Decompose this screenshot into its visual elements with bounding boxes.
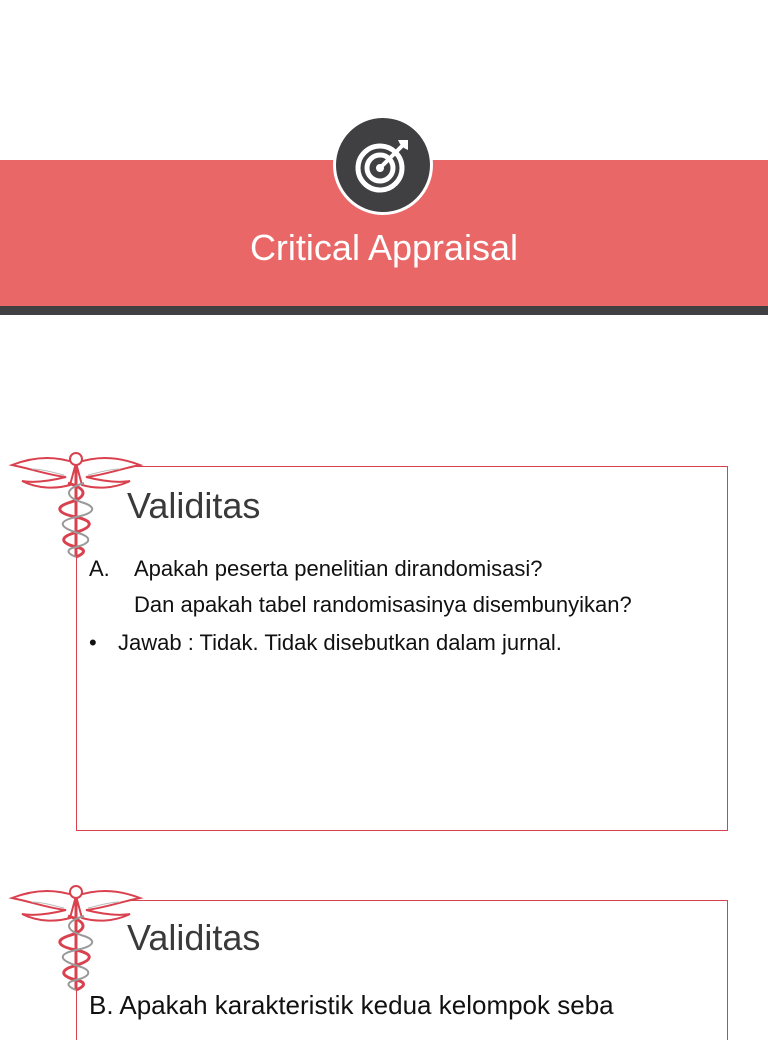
- banner-stripe: [0, 306, 768, 315]
- slide-title: Validitas: [127, 917, 261, 958]
- question-line: Apakah peserta penelitian dirandomisasi?: [134, 556, 543, 581]
- question-line: Dan apakah tabel randomisasinya disembunyikan?: [134, 592, 632, 617]
- caduceus-icon: [8, 880, 144, 994]
- page-title: Critical Appraisal: [249, 227, 519, 268]
- question-text: B. Apakah karakteristik kedua kelompok seba: [89, 990, 614, 1020]
- bullet-marker: •: [89, 630, 97, 655]
- caduceus-icon: [8, 447, 144, 561]
- target-arrow-icon: [333, 115, 433, 215]
- answer-text: Jawab : Tidak. Tidak disebutkan dalam jurnal.: [118, 630, 562, 655]
- slide-title: Validitas: [127, 485, 261, 526]
- question-marker: A.: [89, 556, 110, 581]
